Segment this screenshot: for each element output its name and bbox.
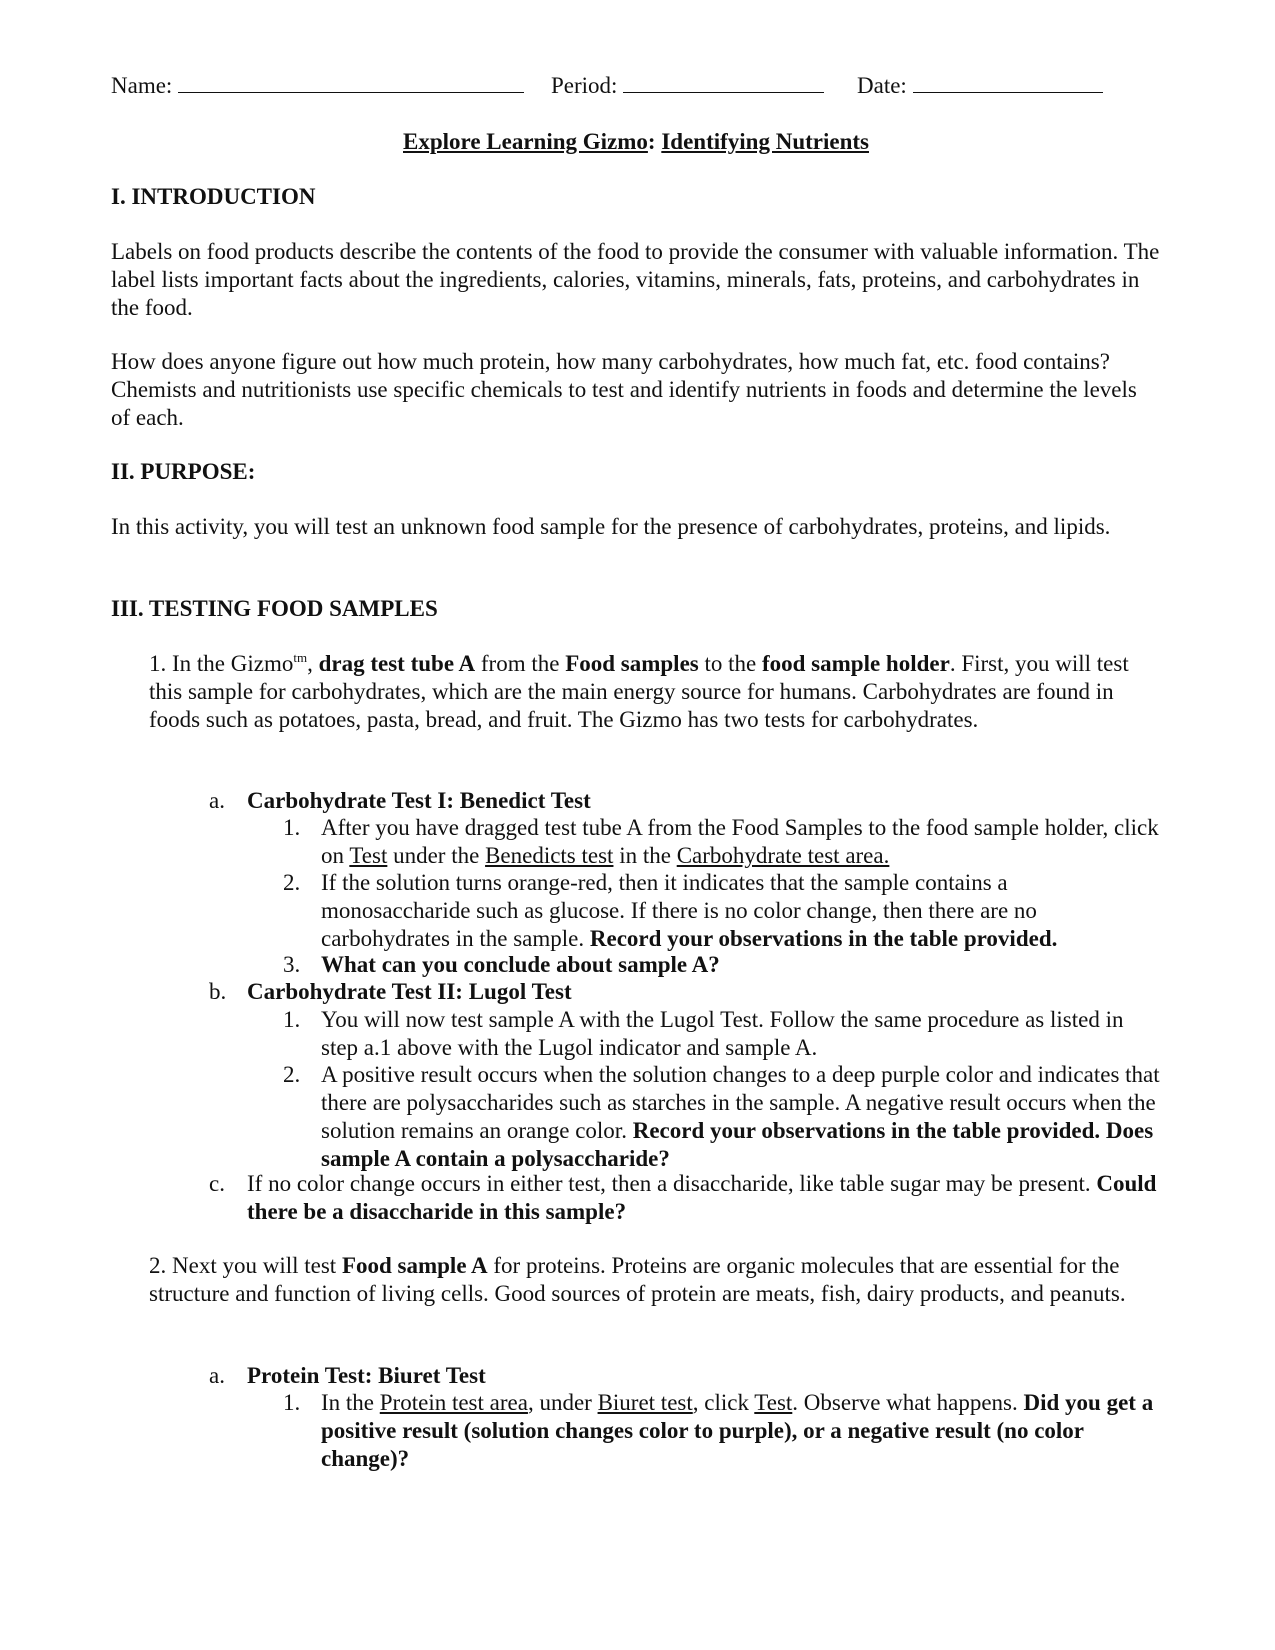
header-fields: [111, 70, 1161, 100]
worksheet-page: Name: Period: Date: Explore Learning Gizmo: Identifying Nutrients I. INTRODUCTION Labels on food products describe the contents of the food to provide the consumer with valuable information. The label lists important facts about the ingredients, calories, vitamins, minerals, fats, proteins, and carbohydrates in the food. How does anyone figure out how much protein, how many carbohydrates, how much fat, etc. food contains? Chemists and nutritionists use specific chemicals to test and identify nutrients in foods and determine the levels of each. II. PURPOSE: In this activity, you will test an unknown food sample for the presence of carbohydrates, proteins, and lipids. III. TESTING FOOD SAMPLES 1. In the Gizmo$^{tm}$, drag test tube A from the Food samples to the food sample holder. First, you will test this sample for carbohydrates, which are the main energy source for humans. Carbohydrates are found in foods such as potatoes, pasta, bread, and fruit. The Gizmo has two tests for carbohydrates. a. Carbohydrate Test I: Benedict Test 1. After you have dragged test tube A from the Food Samples to the food sample holder, click on Test under the Benedicts test in the Carbohydrate test area. 2. If the solution turns orange-red, then it indicates that the sample contains a monosaccharide such as glucose. If there is no color change, then there are no carbohydrates in the sample. Record your observations in the table provided. 3. What can you conclude about sample A? b. Carbohydrate Test II: Lugol Test 1. You will now test sample A with the Lugol Test. Follow the same procedure as listed in step a.1 above with the Lugol indicator and sample A. 2. A positive result occurs when the solution changes to a deep purple color and indicates that there are polysaccharides such as starches in the sample. A negative result occurs when the solution remains an orange color. Record your observations in the table provided. Does sample A contain a polysaccharide? c. If no color change occurs in either test, then a disaccharide, like table sugar may be present. Could there be a disaccharide in this sample? 2. Next you will test Food sample A for proteins. Proteins are organic molecules that are essential for the structure and function of living cells. Good sources of protein are meats, fish, dairy products, and peanuts. a. Protein Test: Biuret Test 1. In the Protein test area, under Biuret test, click Test. Observe what happens. Did you get a positive result (solution changes color to purple), or a negative result (no color change)?: [111, 70, 1161, 100]
period-label: Period:: [551, 73, 618, 98]
intro-paragraph-2: How does anyone figure out how much protein, how many carbohydrates, how much fat, etc. food contains? Chemists and nutritionists use specific chemicals to test and identify nutrients in foods and determine the levels of each.: [111, 349, 1137, 430]
test-link: Test: [349, 843, 388, 868]
protein-test-link: Test: [754, 1390, 793, 1415]
intro-paragraph-1: Labels on food products describe the contents of the food to provide the consumer with valuable information. The label lists important facts about the ingredients, calories, vitamins, minerals, fats, proteins, and carbohydrates in the food.: [111, 239, 1160, 320]
testing-heading: III. TESTING FOOD SAMPLES: [111, 596, 438, 621]
benedicts-test-link: Benedicts test: [485, 843, 614, 868]
carbohydrate-test-area-link: Carbohydrate test area.: [676, 843, 890, 868]
date-label: Date:: [857, 73, 907, 98]
name-blank[interactable]: [178, 70, 524, 93]
benedict-test-title: Carbohydrate Test I: Benedict Test: [247, 788, 591, 813]
purpose-paragraph: In this activity, you will test an unknown food sample for the presence of carbohydrates, proteins, and lipids.: [111, 514, 1111, 539]
purpose-heading: II. PURPOSE:: [111, 459, 256, 484]
lugol-test-title: Carbohydrate Test II: Lugol Test: [247, 979, 572, 1004]
biuret-test-link: Biuret test: [597, 1390, 693, 1415]
step-2-paragraph: 2. Next you will test Food sample A for proteins. Proteins are organic molecules that are essential for the structure and function of living cells. Good sources of protein are meats, fish, dairy products, and peanuts.: [149, 1253, 1126, 1306]
period-field[interactable]: [551, 70, 824, 100]
document-title: Explore Learning Gizmo: Identifying Nutrients: [403, 129, 869, 154]
name-label: Name:: [111, 73, 173, 98]
date-field[interactable]: [857, 70, 1103, 100]
intro-heading: I. INTRODUCTION: [111, 184, 316, 209]
date-blank[interactable]: [913, 70, 1103, 93]
biuret-test-title: Protein Test: Biuret Test: [247, 1363, 486, 1388]
name-field[interactable]: [111, 70, 524, 100]
period-blank[interactable]: [623, 70, 824, 93]
step-1-paragraph: 1. In the Gizmo$^{tm}$, drag test tube A from the Food samples to the food sample holder. First, you will test this sample for carbohydrates, which are the main energy source for humans. Carbohydrates are found in foods such as potatoes, pasta, bread, and fruit. The Gizmo has two tests for carbohydrates.: [149, 650, 1129, 732]
protein-test-area-link: Protein test area: [379, 1390, 528, 1415]
